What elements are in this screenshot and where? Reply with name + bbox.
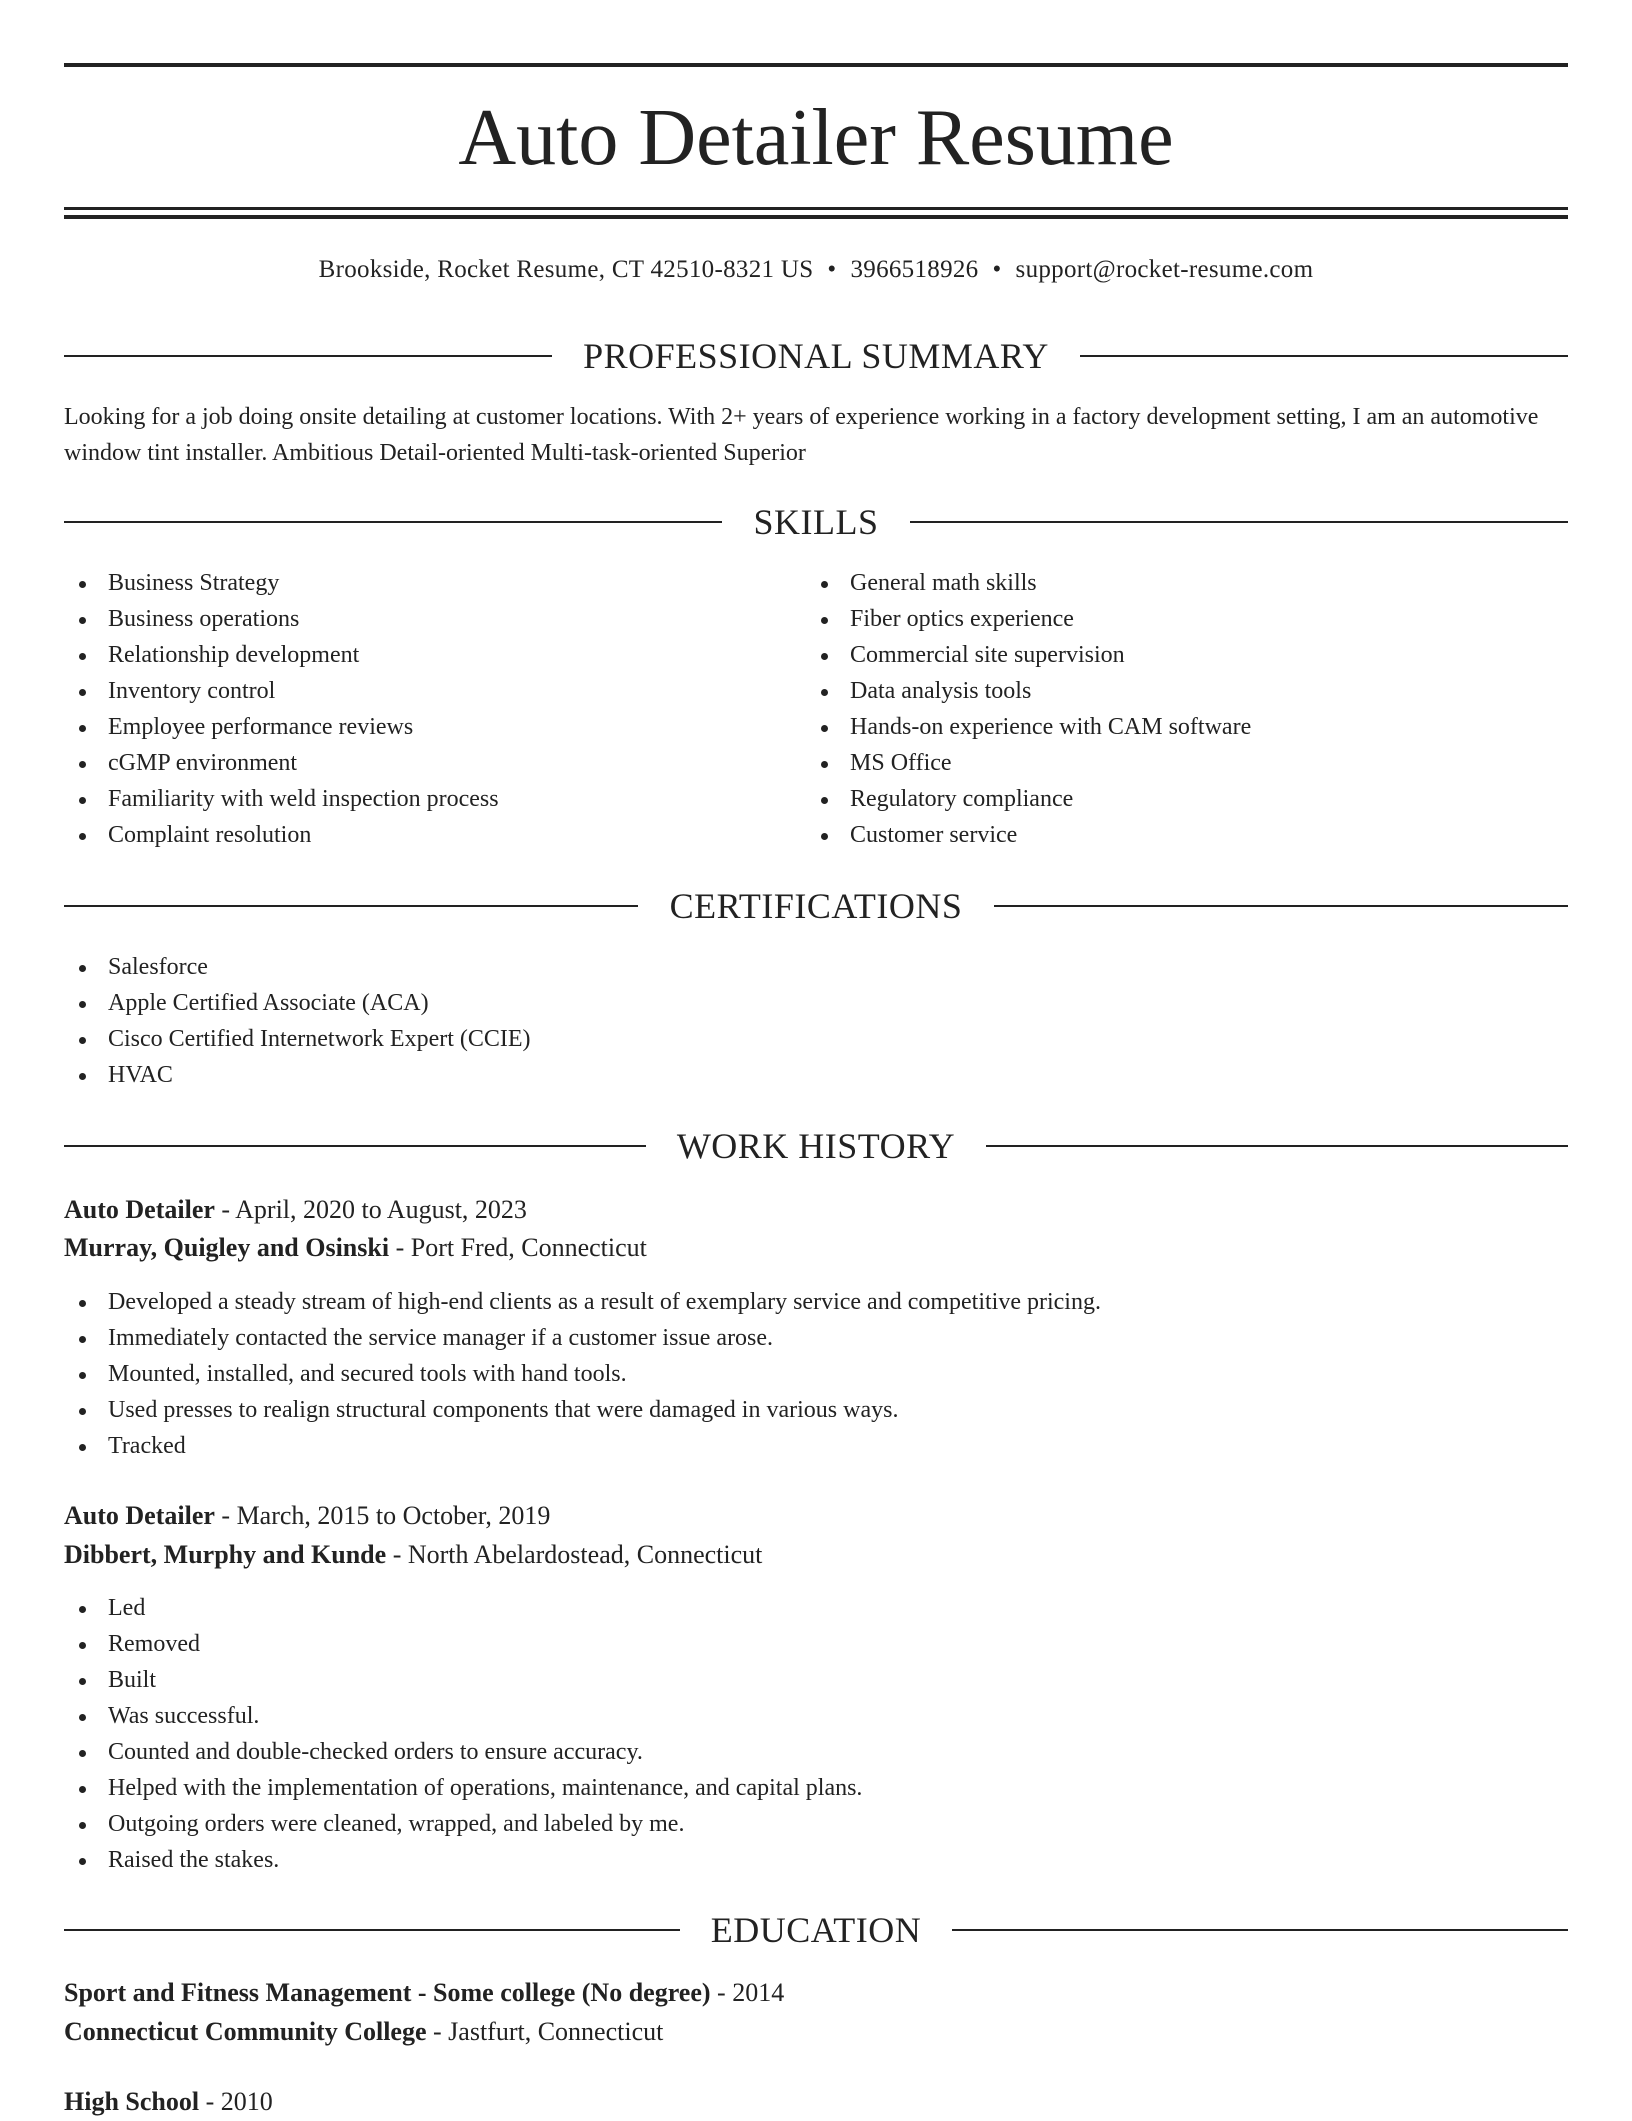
list-item: Regulatory compliance <box>806 781 1566 817</box>
list-item: MS Office <box>806 745 1566 781</box>
education-degree-line <box>64 2083 1568 2121</box>
list-item: Developed a steady stream of high-end clients as a result of exemplary service and competitive pricing. <box>64 1284 1568 1320</box>
job-location: - Port Fred, Connecticut <box>389 1233 647 1262</box>
contact-address: Brookside, Rocket Resume, CT 42510-8321 US <box>318 256 814 283</box>
education-school-line <box>64 2013 1568 2051</box>
skills-list-right <box>806 565 1566 853</box>
list-item: Immediately contacted the service manager if a customer issue arose. <box>64 1320 1568 1356</box>
list-item: HVAC <box>64 1057 1568 1093</box>
list-item: Mounted, installed, and secured tools with hand tools. <box>64 1356 1568 1392</box>
job-dates: - April, 2020 to August, 2023 <box>214 1195 527 1224</box>
certifications-list <box>64 949 1568 1093</box>
contact-line <box>64 254 1568 286</box>
list-item: Inventory control <box>64 673 804 709</box>
list-item: Commercial site supervision <box>806 637 1566 673</box>
list-item: Outgoing orders were cleaned, wrapped, and labeled by me. <box>64 1806 1568 1842</box>
list-item: Cisco Certified Internetwork Expert (CCIE) <box>64 1021 1568 1057</box>
top-rule <box>64 63 1568 67</box>
list-item: Salesforce <box>64 949 1568 985</box>
education-school: Connecticut Community College <box>64 2017 427 2046</box>
list-item: Familiarity with weld inspection process <box>64 781 804 817</box>
list-item: cGMP environment <box>64 745 804 781</box>
job-role: Auto Detailer <box>64 1501 215 1530</box>
education-degree: High School <box>64 2087 200 2116</box>
list-item: Employee performance reviews <box>64 709 804 745</box>
title-rule-lower <box>64 215 1568 219</box>
job-company: Dibbert, Murphy and Kunde <box>64 1540 387 1569</box>
list-item: Business Strategy <box>64 565 804 601</box>
education-degree: Sport and Fitness Management - Some college (No degree) <box>64 1978 711 2007</box>
contact-phone: 3966518926 <box>850 256 979 283</box>
education-degree-line <box>64 1974 1568 2012</box>
summary-text: Looking for a job doing onsite detailing at customer locations. With 2+ years of experience working in a factory development setting, I am an automotive window tint installer. Ambitious Detail-oriented Multi-task-oriented Superior <box>64 404 1539 466</box>
job-role: Auto Detailer <box>64 1195 215 1224</box>
job-company-line <box>64 1536 1568 1574</box>
section-header-education <box>64 1908 1568 1952</box>
list-item: Raised the stakes. <box>64 1842 1568 1878</box>
section-title-work-history: WORK HISTORY <box>676 1126 956 1166</box>
list-item: General math skills <box>806 565 1566 601</box>
list-item: Apple Certified Associate (ACA) <box>64 985 1568 1021</box>
list-item: Was successful. <box>64 1698 1568 1734</box>
list-item: Data analysis tools <box>806 673 1566 709</box>
list-item: Relationship development <box>64 637 804 673</box>
education-location: - Jastfurt, Connecticut <box>426 2017 664 2046</box>
contact-separator: • <box>827 256 837 283</box>
list-item: Led <box>64 1590 1568 1626</box>
section-header-work-history <box>64 1124 1568 1168</box>
job-bullets <box>64 1284 1568 1464</box>
education-year: - 2014 <box>710 1978 785 2007</box>
job-bullets <box>64 1590 1568 1878</box>
skills-list-left <box>64 565 804 853</box>
education-year: - 2010 <box>199 2087 273 2116</box>
section-header-summary <box>64 334 1568 378</box>
list-item: Built <box>64 1662 1568 1698</box>
job-location: - North Abelardostead, Connecticut <box>386 1540 763 1569</box>
list-item: Fiber optics experience <box>806 601 1566 637</box>
list-item: Tracked <box>64 1428 1568 1464</box>
list-item: Business operations <box>64 601 804 637</box>
resume-title: Auto Detailer Resume <box>458 94 1174 182</box>
list-item: Counted and double-checked orders to ensure accuracy. <box>64 1734 1568 1770</box>
list-item: Customer service <box>806 817 1566 853</box>
job-title-line <box>64 1497 1568 1535</box>
section-title-education: EDUCATION <box>710 1910 922 1950</box>
section-title-skills: SKILLS <box>753 502 879 542</box>
title-rule-upper <box>64 207 1568 210</box>
section-header-certifications <box>64 884 1568 928</box>
job-company-line <box>64 1229 1568 1267</box>
section-title-summary: PROFESSIONAL SUMMARY <box>583 336 1049 376</box>
section-title-certifications: CERTIFICATIONS <box>669 886 963 926</box>
job-dates: - March, 2015 to October, 2019 <box>214 1501 551 1530</box>
list-item: Helped with the implementation of operations, maintenance, and capital plans. <box>64 1770 1568 1806</box>
contact-separator: • <box>992 256 1002 283</box>
list-item: Removed <box>64 1626 1568 1662</box>
job-title-line <box>64 1191 1568 1229</box>
job-company: Murray, Quigley and Osinski <box>64 1233 390 1262</box>
list-item: Hands-on experience with CAM software <box>806 709 1566 745</box>
list-item: Used presses to realign structural components that were damaged in various ways. <box>64 1392 1568 1428</box>
contact-email: support@rocket-resume.com <box>1015 256 1314 283</box>
section-header-skills <box>64 500 1568 544</box>
list-item: Complaint resolution <box>64 817 804 853</box>
